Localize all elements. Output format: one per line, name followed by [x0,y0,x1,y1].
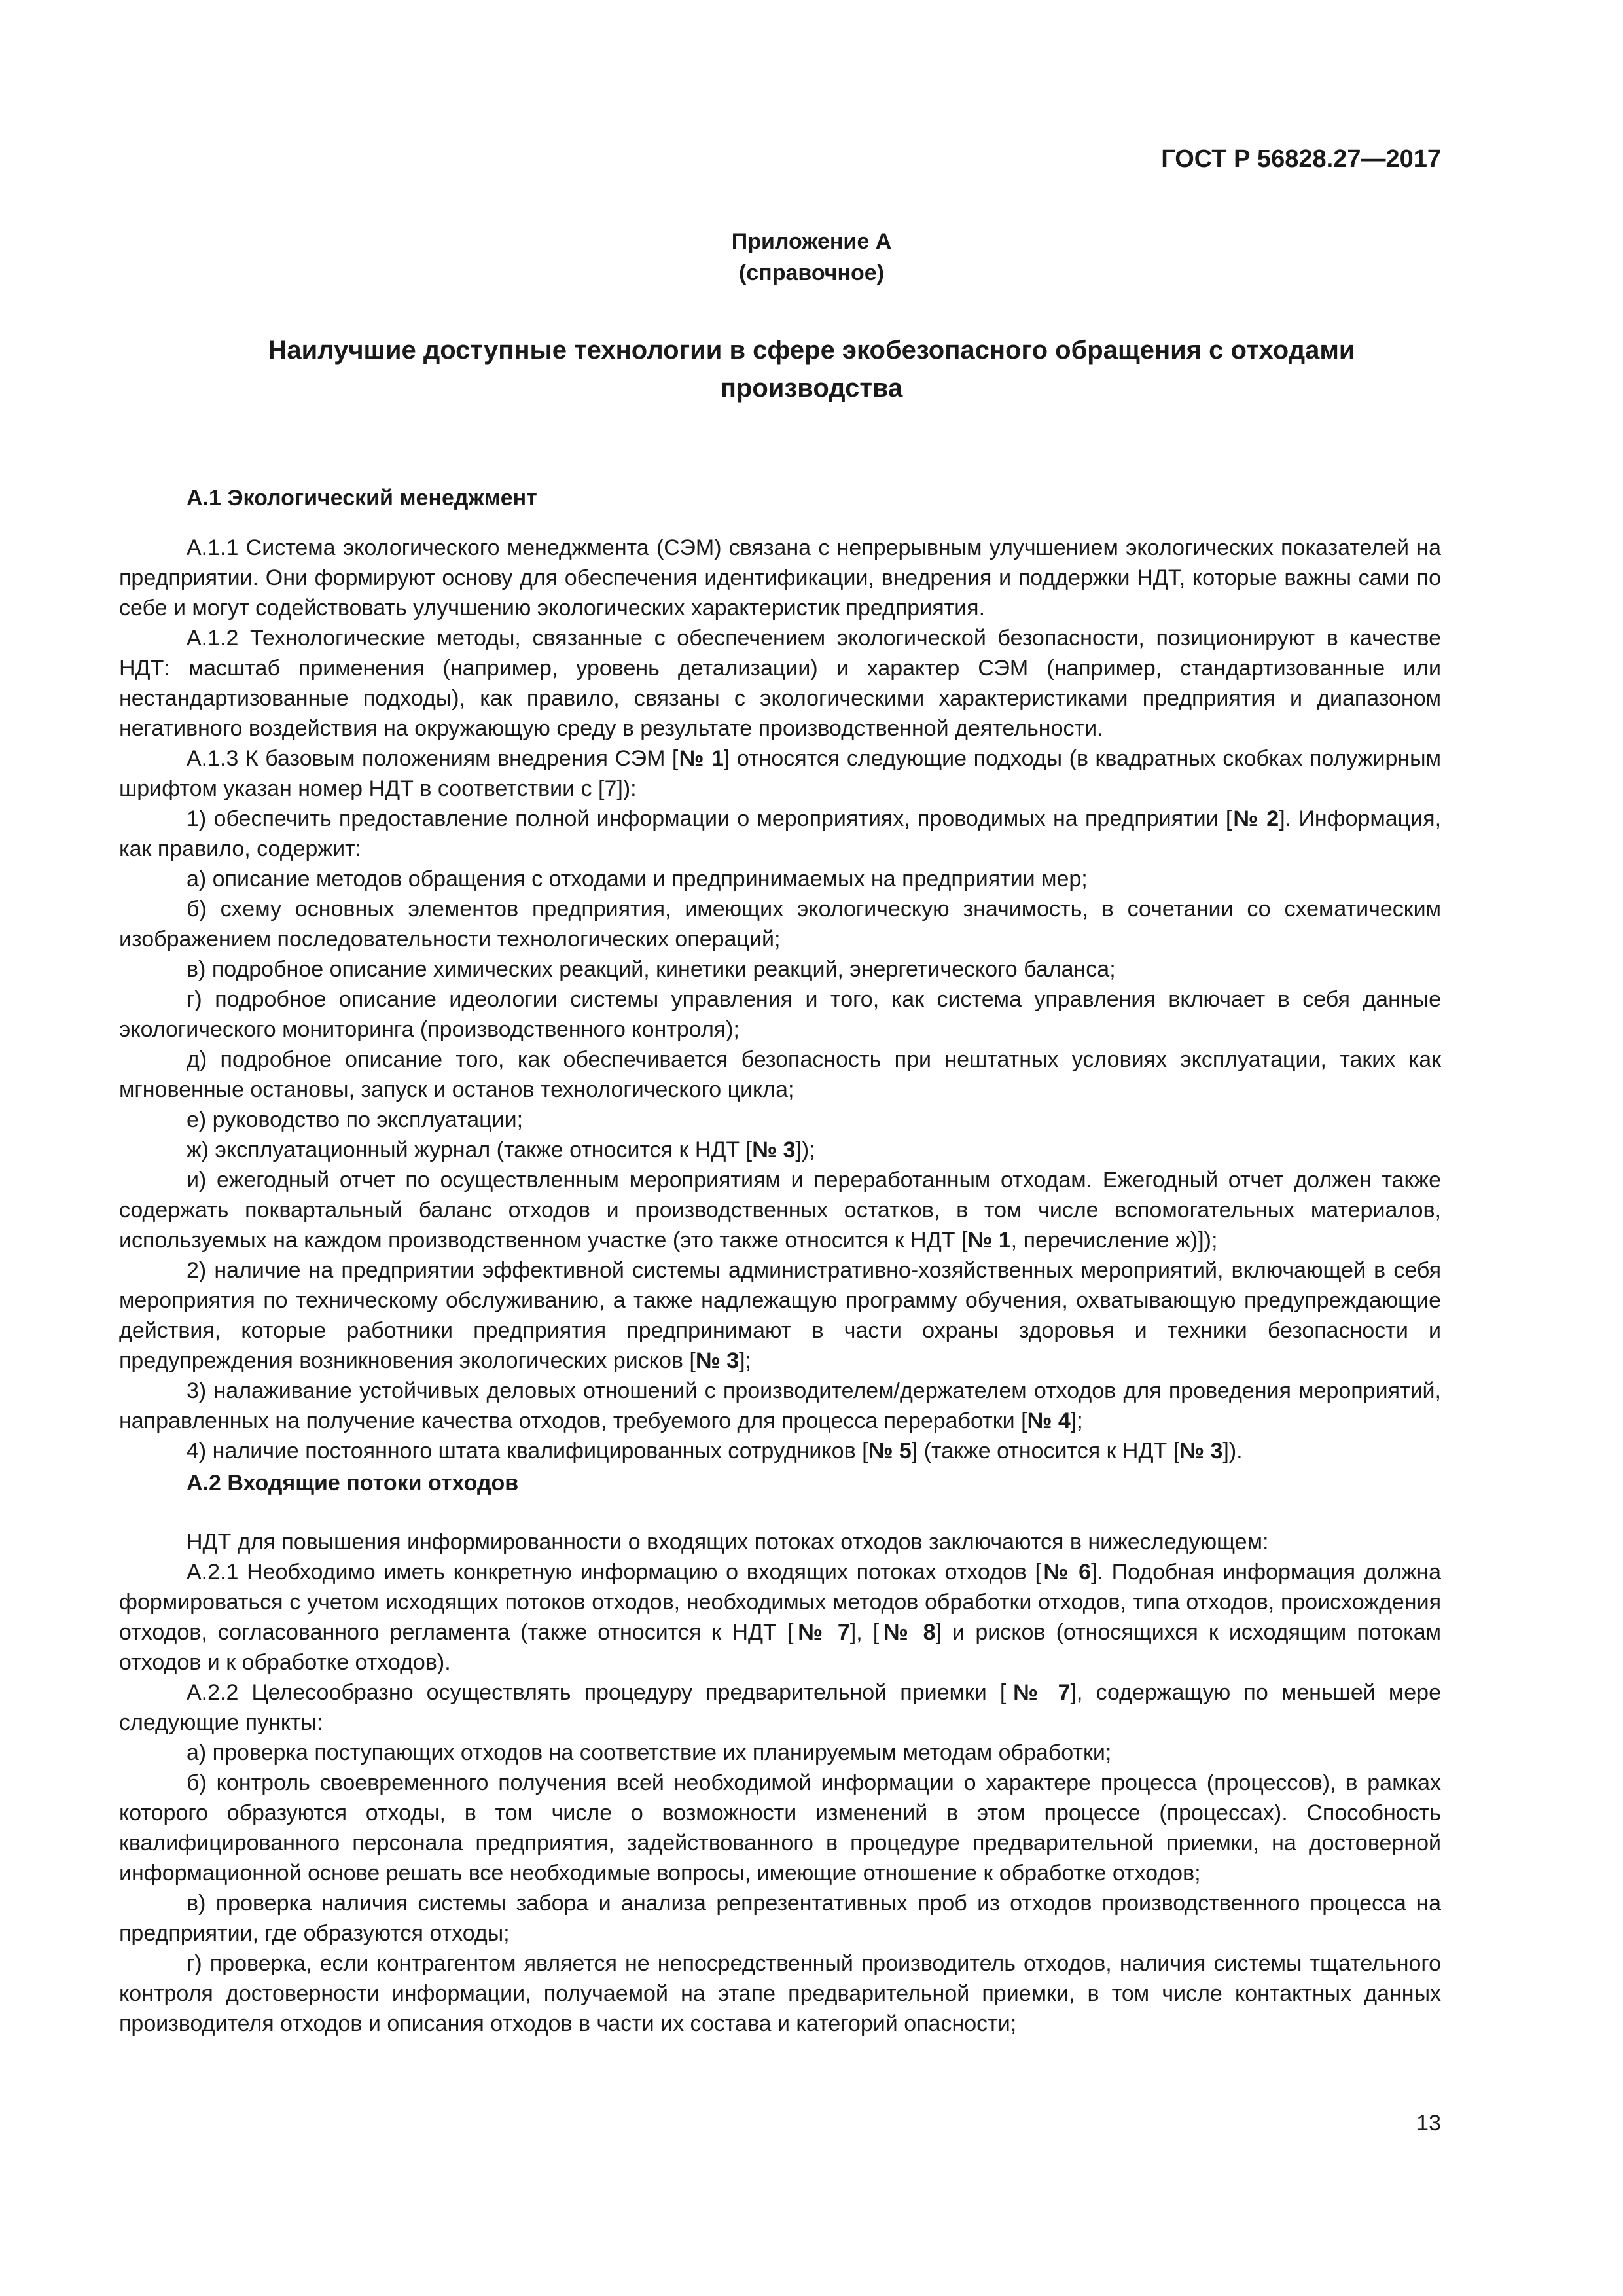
bat-ref: № 5 [868,1439,912,1463]
list-item-v: в) проверка наличия системы забора и анализа репрезентативных проб из отходов производственного процесса на предприятии, где образуются отходы; [119,1891,1441,1946]
section-a2 [119,1468,1441,2039]
bat-ref: № 7 [1006,1680,1071,1705]
document-number-header: ГОСТ Р 56828.27—2017 [1161,145,1441,173]
section-a1 [119,483,1441,1466]
paragraph-a2-1: А.2.1 Необходимо иметь конкретную информацию о входящих потоках отходов [№ 6]. Подобная информация должна формироваться с учетом исходящих потоков отходов, необходимых методов обработки отходов, типа отходов, происхождения отходов, согласованного регламента (также относится к НДТ [№ 7], [№ 8] и рисков (относящихся к исходящим потокам отходов и к обработке отходов). [119,1560,1442,1675]
list-item-3: 3) налаживание устойчивых деловых отношений с производителем/держателем отходов для проведения мероприятий, направленных на получение качества отходов, требуемого для процесса переработки [№ 4]; [119,1378,1441,1433]
list-item-i: и) ежегодный отчет по осуществленным мероприятиям и переработанным отходам. Ежегодный отчет должен также содержать поквартальный баланс отходов и производственных остатков, в том числе вспомогательных материалов, используемых на каждом производственном участке (это также относится к НДТ [№ 1, перечисление ж)]); [119,1168,1441,1253]
document-title-line-2: производства [720,374,903,403]
paragraph-a1-2: А.1.2 Технологические методы, связанные с обеспечением экологической безопасности, позиционируют в качестве НДТ: масштаб применения (например, уровень детализации) и характер СЭМ (например, стандартизованные или нестандартизованные подходы), как правило, связаны с экологическими характеристиками предприятия и диапазоном негативного воздействия на окружающую среду в результате производственной деятельности. [119,626,1441,741]
paragraph-a2-2: А.2.2 Целесообразно осуществлять процедуру предварительной приемки [№ 7], содержащую по меньшей мере следующие пункты: [119,1680,1441,1735]
paragraph-a2-intro: НДТ для повышения информированности о входящих потоках отходов заключаются в нижеследующем: [187,1530,1269,1554]
document-title-line-1: Наилучшие доступные технологии в сфере экобезопасного обращения с отходами [268,336,1355,365]
list-item-d: д) подробное описание того, как обеспечивается безопасность при нештатных условиях эксплуатации, таких как мгновенные остановы, запуск и останов технологического цикла; [119,1047,1441,1102]
bat-ref: № 4 [1027,1408,1071,1433]
document-title [131,331,1492,407]
list-item-2: 2) наличие на предприятии эффективной системы административно-хозяйственных мероприятий, включающей в себя мероприятия по техническому обслуживанию, а также надлежащую программу обучения, охватывающую предупреждающие действия, которые работники предприятия предпринимают в части охраны здоровья и техники безопасности и предупреждения возникновения экологических рисков [№ 3]; [119,1258,1441,1373]
appendix-label: Приложение А [731,229,892,254]
list-item-a: а) описание методов обращения с отходами и предпринимаемых на предприятии мер; [187,867,1088,891]
appendix-type: (справочное) [738,260,885,285]
list-item-v: в) подробное описание химических реакций, кинетики реакций, энергетического баланса; [187,957,1116,982]
list-item-e: е) руководство по эксплуатации; [187,1107,524,1132]
appendix-heading [0,226,1623,289]
list-item-g: г) подробное описание идеологии системы управления и того, как система управления включает в себя данные экологического мониторинга (производственного контроля); [119,987,1441,1042]
bat-ref: № 3 [695,1348,740,1373]
section-a2-heading: А.2 Входящие потоки отходов [187,1471,519,1496]
paragraph-a1-3: А.1.3 К базовым положениям внедрения СЭМ [№ 1] относятся следующие подходы (в квадратных скобках полужирным шрифтом указан номер НДТ в соответствии с [7]): [119,746,1441,801]
list-item-1: 1) обеспечить предоставление полной информации о мероприятиях, проводимых на предприятии [№ 2]. Информация, как правило, содержит: [119,806,1442,861]
bat-ref: № 3 [752,1138,796,1162]
bat-ref: № 6 [1041,1560,1092,1585]
bat-ref: № 8 [879,1620,936,1645]
list-item-4: 4) наличие постоянного штата квалифицированных сотрудников [№ 5] (также относится к НДТ [№ 3]). [187,1439,1243,1463]
list-item-b: б) контроль своевременного получения всей необходимой информации о характере процесса (процессов), в рамках которого образуются отходы, в том числе о возможности изменений в этом процессе (процессах). Способность квалифицированного персонала предприятия, задействованного в процедуре предварительной приемки, на достоверной информационной основе решать все необходимые вопросы, имеющие отношение к обработке отходов; [119,1770,1441,1886]
list-item-a: а) проверка поступающих отходов на соответствие их планируемым методам обработки; [187,1740,1112,1765]
list-item-b: б) схему основных элементов предприятия, имеющих экологическую значимость, в сочетании со схематическим изображением последовательности технологических операций; [119,897,1441,952]
list-item-g: г) проверка, если контрагентом является не непосредственный производитель отходов, наличия системы тщательного контроля достоверности информации, получаемой на этапе предварительной приемки, в том числе контактных данных производителя отходов и описания отходов в части их состава и категорий опасности; [119,1951,1441,2036]
bat-ref: № 2 [1232,806,1279,831]
bat-ref: № 3 [1179,1439,1223,1463]
list-item-zh: ж) эксплуатационный журнал (также относится к НДТ [№ 3]); [187,1138,815,1162]
page-number: 13 [1416,2111,1441,2136]
bat-ref: № 1 [967,1228,1011,1253]
section-a1-heading: А.1 Экологический менеджмент [187,486,537,511]
bat-ref: № 7 [793,1620,850,1645]
paragraph-a1-1: А.1.1 Система экологического менеджмента (СЭМ) связана с непрерывным улучшением экологических показателей на предприятии. Они формируют основу для обеспечения идентификации, внедрения и поддержки НДТ, которые важны сами по себе и могут содействовать улучшению экологических характеристик предприятия. [119,535,1441,620]
bat-ref: № 1 [678,746,724,771]
